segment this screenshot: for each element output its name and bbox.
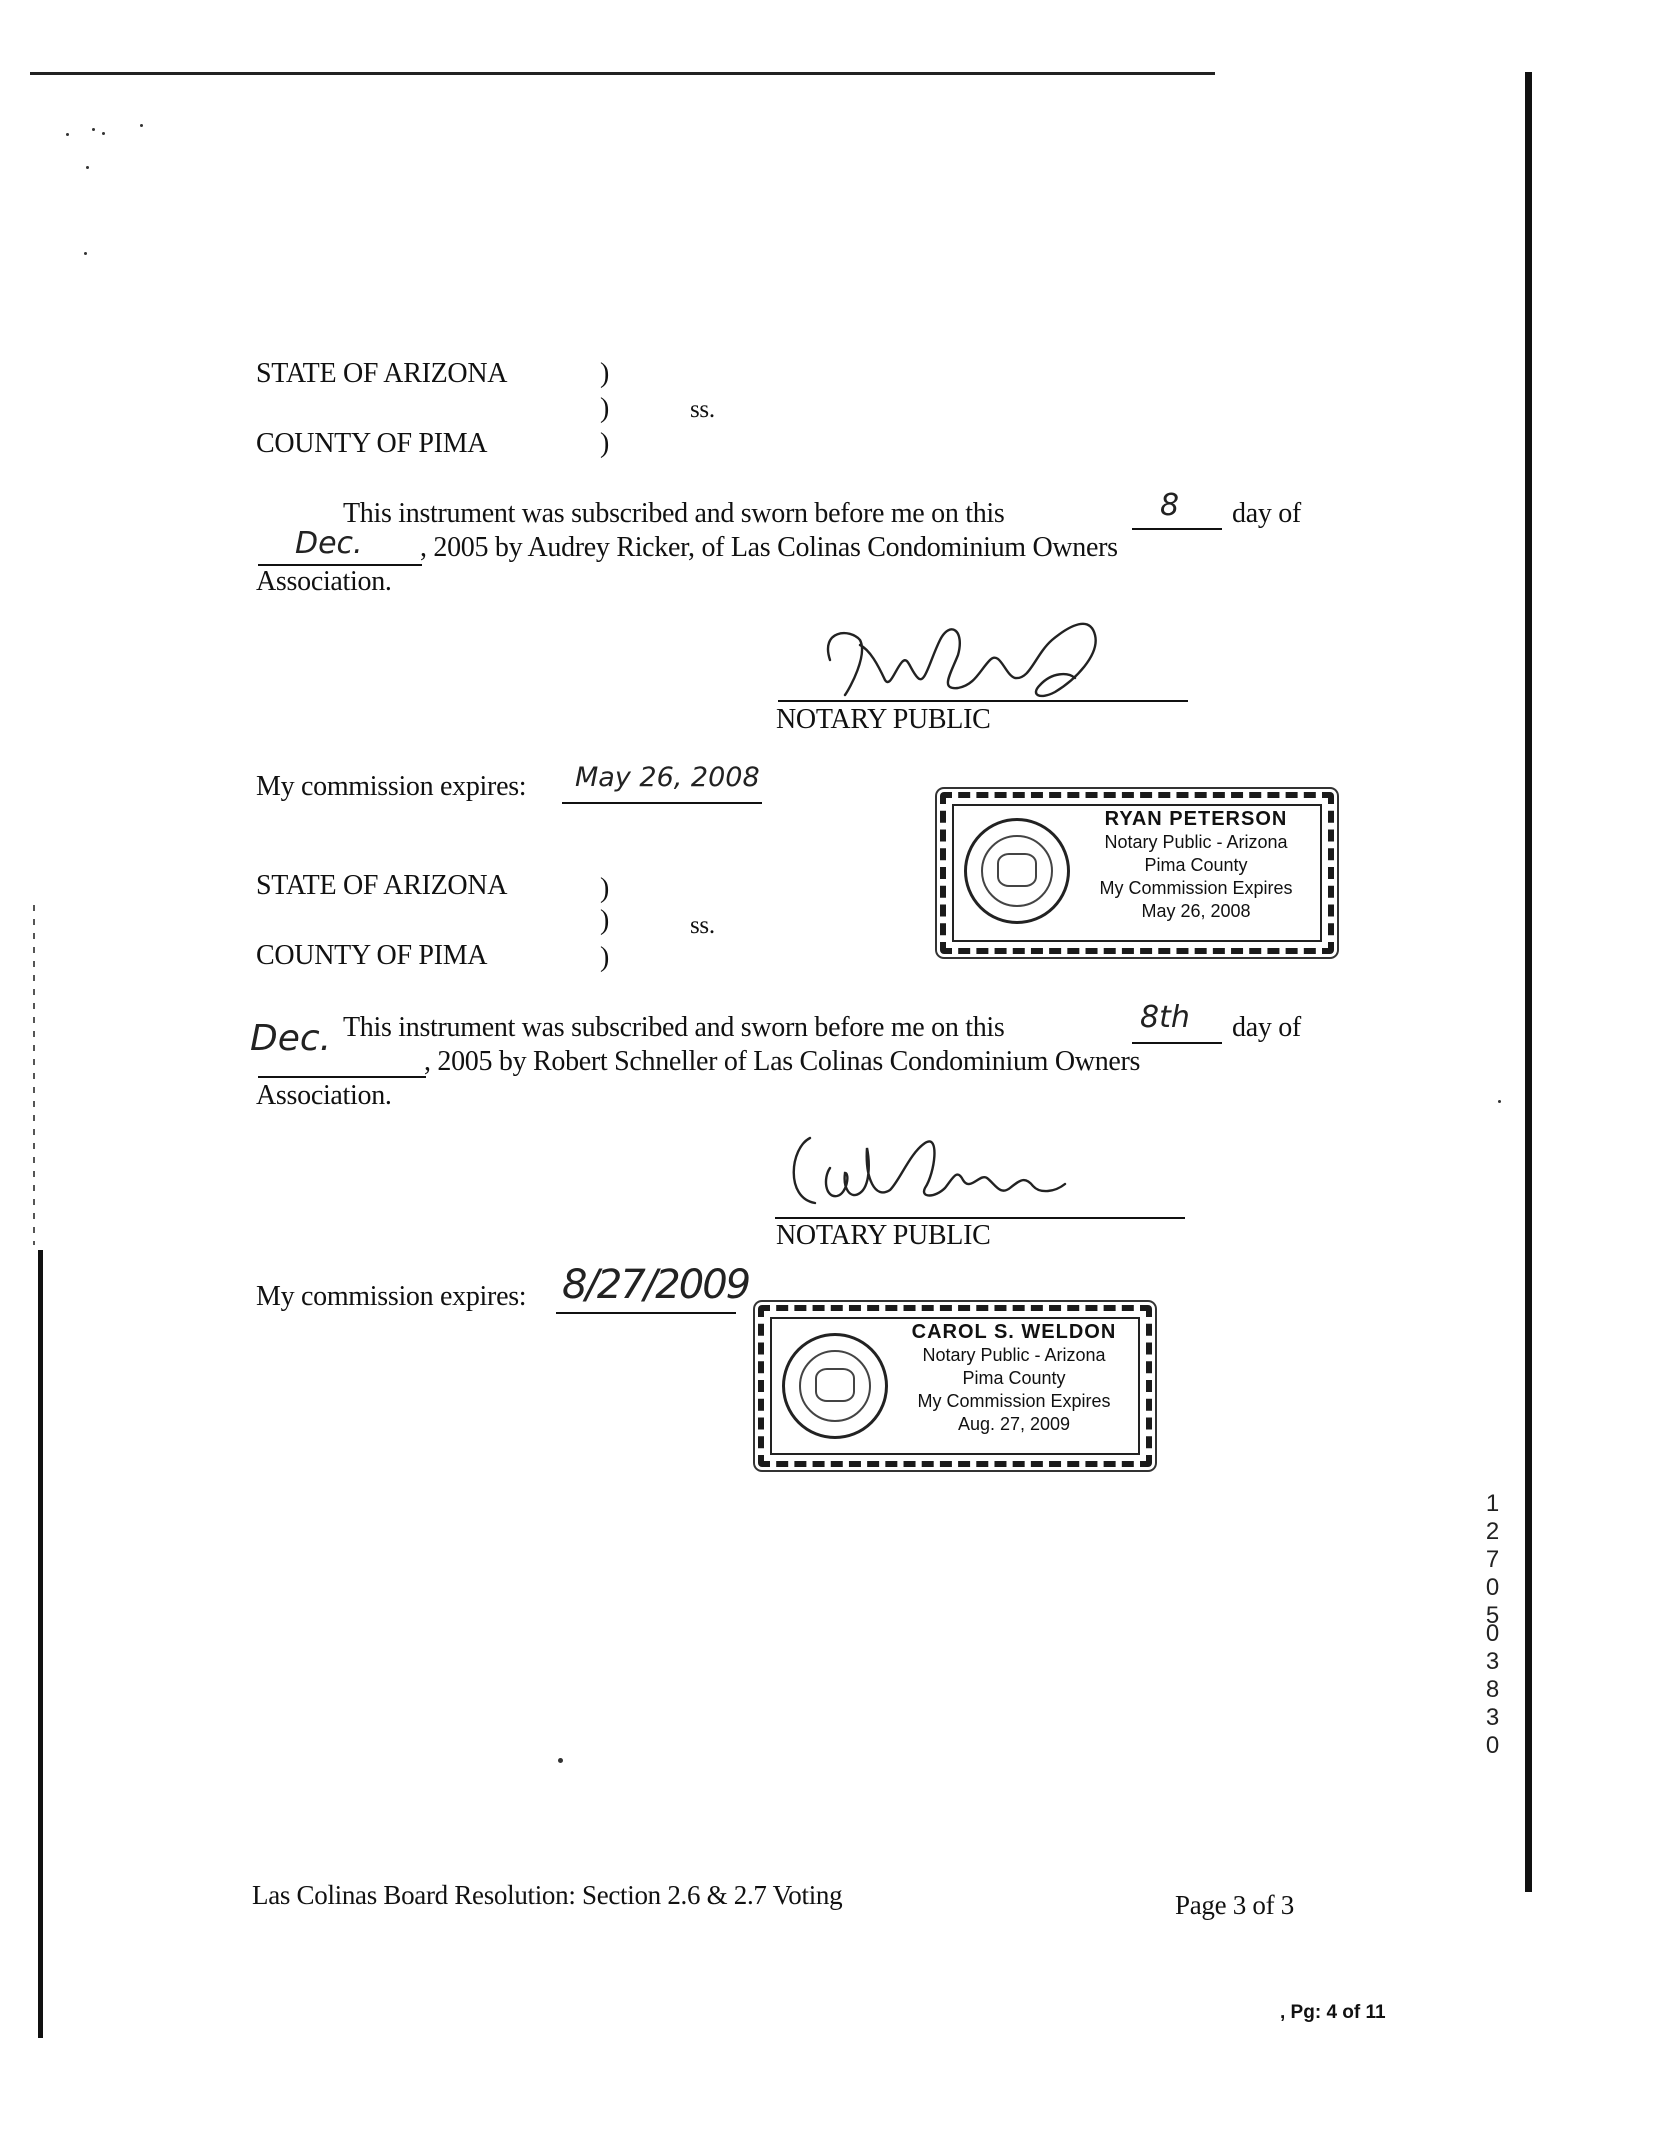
paren: ) [600, 942, 610, 973]
speck [66, 133, 69, 136]
commission-date-2: 8/27/2009 [562, 1262, 750, 1308]
left-edge-dashes [33, 905, 35, 1245]
paren: ) [600, 873, 610, 904]
ss-label-2: ss. [690, 912, 715, 939]
stamp-name-1: RYAN PETERSON [1104, 808, 1288, 830]
commission-label-2: My commission expires: [256, 1281, 527, 1312]
stamp-line: Pima County [1144, 855, 1248, 875]
stamp-line: May 26, 2008 [1141, 901, 1251, 921]
stamp-line: My Commission Expires [1099, 878, 1293, 898]
footer-page: Page 3 of 3 [1175, 1890, 1294, 1920]
speck [558, 1758, 563, 1763]
recording-number-part2: 03830 [1479, 1620, 1506, 1760]
day-blank-2 [1132, 1042, 1222, 1044]
notary-public-label-1: NOTARY PUBLIC [776, 704, 991, 735]
signature-1 [790, 600, 1110, 705]
stamp-name-2: CAROL S. WELDON [911, 1321, 1117, 1343]
notary-public-label-2: NOTARY PUBLIC [776, 1220, 991, 1251]
speck [92, 128, 95, 131]
notary-stamp-2 [758, 1305, 1152, 1467]
paren: ) [600, 905, 610, 936]
footer-title: Las Colinas Board Resolution: Section 2.6 & 2.7 Voting [252, 1880, 843, 1910]
commission-blank-2 [556, 1312, 736, 1314]
state-label-2: STATE OF ARIZONA [256, 870, 508, 901]
right-edge-rule [1525, 72, 1532, 1892]
commission-date-1: May 26, 2008 [575, 762, 760, 793]
instrument-text-1b: , 2005 by Audrey Ricker, of Las Colinas Condominium Owners [420, 532, 1118, 563]
association-1: Association. [256, 566, 392, 597]
month-value-2: Dec. [250, 1018, 332, 1059]
ss-label-1: ss. [690, 396, 715, 423]
state-label-1: STATE OF ARIZONA [256, 358, 508, 389]
stamp-line: Notary Public - Arizona [922, 1345, 1106, 1365]
commission-label-1: My commission expires: [256, 771, 527, 802]
arizona-state-seal-icon [782, 1333, 888, 1439]
day-of-2: day of [1232, 1012, 1301, 1043]
instrument-text-2: This instrument was subscribed and sworn before me on this [343, 1012, 1005, 1043]
footer-pg-count: , Pg: 4 of 11 [1280, 2002, 1386, 2023]
county-label-2: COUNTY OF PIMA [256, 940, 488, 971]
paren: ) [600, 358, 610, 389]
commission-blank-1 [562, 802, 762, 804]
stamp-line: Pima County [962, 1368, 1066, 1388]
month-blank-2 [258, 1076, 426, 1078]
paren: ) [600, 393, 610, 424]
notary-stamp-1 [940, 792, 1334, 954]
speck [86, 166, 89, 169]
paren: ) [600, 428, 610, 459]
day-blank-1 [1132, 528, 1222, 530]
speck [1498, 1100, 1501, 1103]
association-2: Association. [256, 1080, 392, 1111]
month-value-1: Dec. [295, 526, 363, 561]
county-label-1: COUNTY OF PIMA [256, 428, 488, 459]
day-value-2: 8th [1140, 1000, 1190, 1035]
left-edge-rule [38, 1250, 43, 2038]
day-of-1: day of [1232, 498, 1301, 529]
instrument-text-2b: , 2005 by Robert Schneller of Las Colinas Condominium Owners [424, 1046, 1141, 1077]
instrument-text-1: This instrument was subscribed and sworn before me on this [343, 498, 1005, 529]
signature-2 [775, 1118, 1075, 1213]
stamp-line: Aug. 27, 2009 [957, 1414, 1071, 1434]
speck [140, 124, 143, 127]
stamp-line: My Commission Expires [917, 1391, 1111, 1411]
recording-number-part1: 12705 [1479, 1490, 1506, 1630]
speck [84, 252, 87, 255]
day-value-1: 8 [1160, 488, 1180, 523]
speck [102, 132, 105, 135]
stamp-line: Notary Public - Arizona [1104, 832, 1288, 852]
arizona-state-seal-icon [964, 818, 1070, 924]
top-rule [30, 72, 1215, 75]
signature-line-2 [775, 1217, 1185, 1219]
signature-line-1 [778, 700, 1188, 702]
